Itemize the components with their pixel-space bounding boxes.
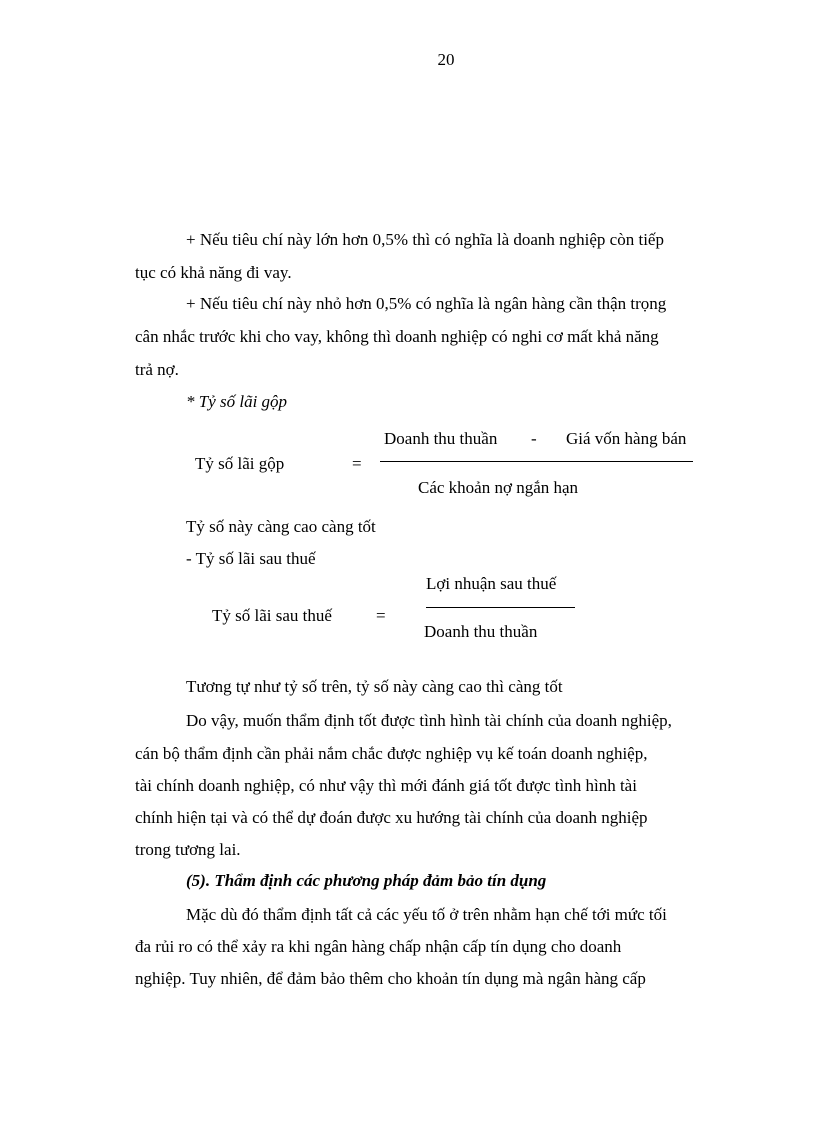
paragraph-line: chính hiện tại và có thể dự đoán được xu hướng tài chính của doanh nghiệp [135,808,648,827]
formula-label: Tỷ số lãi gộp [195,454,285,473]
fraction-bar [380,461,693,462]
formula-denominator: Doanh thu thuần [424,622,538,641]
formula-equals-sign: = [376,606,386,625]
formula-label: Tỷ số lãi sau thuế [212,606,332,625]
paragraph-line: cân nhắc trước khi cho vay, không thì doanh nghiệp có nghi cơ mất khả năng [135,327,659,346]
paragraph-line: Tỷ số này càng cao càng tốt [186,517,376,536]
paragraph-line: trong tương lai. [135,840,241,859]
paragraph-line: + Nếu tiêu chí này lớn hơn 0,5% thì có nghĩa là doanh nghiệp còn tiếp [186,230,664,249]
formula-equals-sign: = [352,454,362,473]
section-heading: (5). Thẩm định các phương pháp đảm bảo tín dụng [186,871,547,890]
paragraph-line: Do vậy, muốn thẩm định tốt được tình hình tài chính của doanh nghiệp, [186,711,672,730]
page-number: 20 [437,50,455,69]
paragraph-line: Mặc dù đó thẩm định tất cả các yếu tố ở trên nhằm hạn chế tới mức tối [186,905,667,924]
formula-numerator-right: Giá vốn hàng bán [566,429,687,448]
paragraph-line: nghiệp. Tuy nhiên, để đảm bảo thêm cho khoản tín dụng mà ngân hàng cấp [135,969,646,988]
paragraph-line: trả nợ. [135,360,179,379]
formula-minus-sign: - [531,429,537,448]
paragraph-line: tục có khả năng đi vay. [135,263,292,282]
formula-numerator: Lợi nhuận sau thuế [426,574,557,593]
paragraph-line: cán bộ thẩm định cần phải nắm chắc được nghiệp vụ kế toán doanh nghiệp, [135,744,648,763]
formula-numerator-left: Doanh thu thuần [384,429,498,448]
paragraph-line: Tương tự như tỷ số trên, tỷ số này càng cao thì càng tốt [186,677,563,696]
paragraph-line: đa rủi ro có thể xảy ra khi ngân hàng chấp nhận cấp tín dụng cho doanh [135,937,622,956]
fraction-bar [426,607,575,608]
formula-denominator: Các khoản nợ ngắn hạn [418,478,579,497]
paragraph-line: tài chính doanh nghiệp, có như vậy thì mới đánh giá tốt được tình hình tài [135,776,637,795]
subheading-net-ratio: - Tỷ số lãi sau thuế [186,549,316,568]
subheading-gross-ratio: * Tỷ số lãi gộp [186,392,288,411]
paragraph-line: + Nếu tiêu chí này nhỏ hơn 0,5% có nghĩa là ngân hàng cần thận trọng [186,294,667,313]
